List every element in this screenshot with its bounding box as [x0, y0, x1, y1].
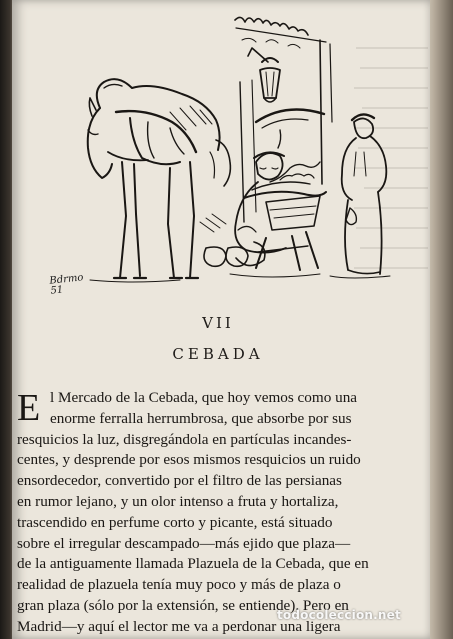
text-line: de la antiguamente llamada Plazuela de la Cebada, que en: [17, 555, 369, 573]
body-text: [17, 388, 413, 638]
watermark: todocoleccion.net: [277, 608, 401, 622]
text-line: l Mercado de la Cebada, que hoy vemos como una: [50, 389, 358, 406]
text-line: centes, y desprende por esos mismos resquicios un ruido: [17, 451, 361, 469]
text-line: resquicios la luz, disgregándola en partículas incandes-: [17, 430, 352, 448]
market-illustration: [30, 12, 430, 292]
text-line: trascendido en perfume corto y picante, está situado: [17, 513, 333, 531]
text-line: Madrid—y aquí el lector me va a perdonar una ligera: [17, 617, 341, 635]
text-line: realidad de plazuela tenía muy poco y más de plaza o: [17, 576, 341, 594]
drop-cap: E: [17, 387, 41, 429]
text-line: ensordecedor, convertido por el filtro de las persianas: [17, 472, 342, 490]
text-line: en rumor lejano, y un olor intenso a fruta y hortaliza,: [17, 492, 339, 510]
artist-signature: Bdrmo 51: [48, 272, 84, 297]
text-line: gran plaza (sólo por la extensión, se entiende). Pero en: [17, 596, 349, 614]
text-line: enorme ferralla herrumbrosa, que absorbe por sus: [50, 409, 352, 427]
chapter-number: VII: [202, 314, 234, 332]
chapter-title: CEBADA: [172, 345, 264, 363]
text-line: sobre el irregular descampado—más ejido que plaza—: [17, 534, 351, 552]
